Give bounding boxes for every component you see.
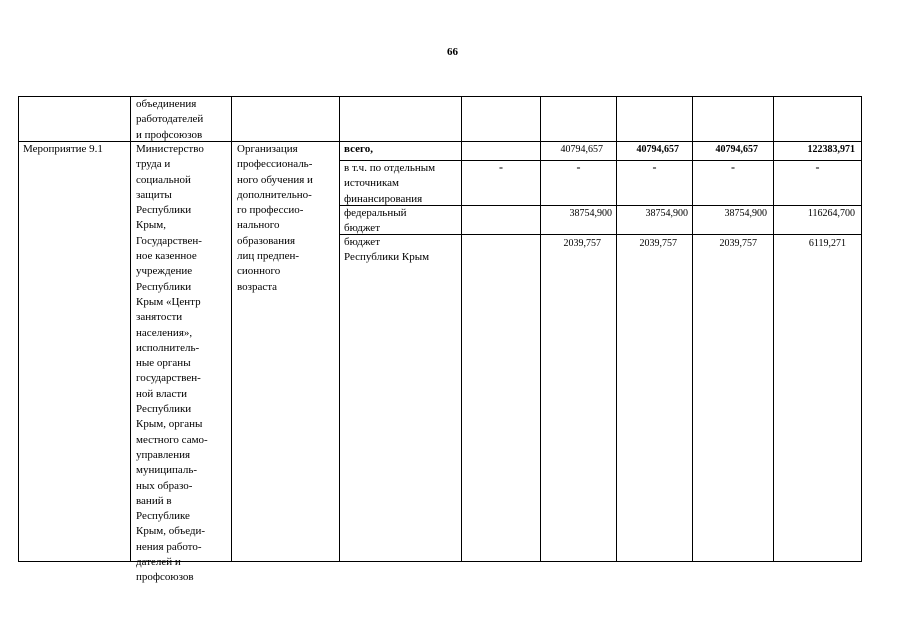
value-cell: 2039,757 — [719, 238, 757, 249]
measure-executor: Министерство труда и социальной защиты Республики Крым, Государствен- ное казенное учреждение Республики Крым «Центр занятости населения», исполнитель- ные органы государствен- ной власти Республики Крым, органы местного само- управления муниципаль- ных образо- ваний в Республике Крым, объеди- нения работо- дателей и профсоюзов — [136, 143, 208, 584]
value-cell: 38754,900 — [645, 208, 688, 219]
value-cell: 116264,700 — [807, 208, 855, 219]
value-cell: 40794,657 — [560, 144, 603, 155]
column-divider — [231, 96, 232, 562]
measure-name: Мероприятие 9.1 — [23, 143, 103, 155]
funding-table — [18, 96, 862, 584]
value-cell: 6119,271 — [808, 238, 846, 249]
value-cell: - — [576, 160, 581, 174]
value-cell: 40794,657 — [715, 144, 758, 155]
column-divider — [130, 96, 131, 562]
value-cell: - — [815, 160, 820, 174]
column-divider — [861, 96, 862, 562]
column-divider — [18, 96, 19, 562]
continuation-executor: объединения работодателей и профсоюзов — [136, 98, 204, 141]
value-cell: 40794,657 — [636, 144, 679, 155]
value-cell: - — [499, 160, 503, 174]
value-cell: 2039,757 — [563, 238, 601, 249]
funding-source-breakdown: в т.ч. по отдельным источникам финансирования — [344, 162, 436, 205]
page-number: 66 — [447, 46, 458, 58]
value-cell: 2039,757 — [639, 238, 677, 249]
funding-source-federal: федеральный бюджет — [344, 207, 407, 235]
value-cell: 38754,900 — [569, 208, 612, 219]
funding-source-regional: бюджет Республики Крым — [344, 236, 430, 264]
value-cell: - — [652, 160, 657, 174]
column-divider — [339, 96, 340, 562]
value-cell: 38754,900 — [724, 208, 767, 219]
measure-description: Организация профессиональ- ного обучения и дополнительно- го профессио- нального образования лиц предпен- сионного возраста — [237, 143, 313, 293]
funding-source-total: всего, — [344, 143, 373, 155]
value-cell: 122383,971 — [807, 144, 855, 155]
value-cell: - — [731, 160, 735, 174]
